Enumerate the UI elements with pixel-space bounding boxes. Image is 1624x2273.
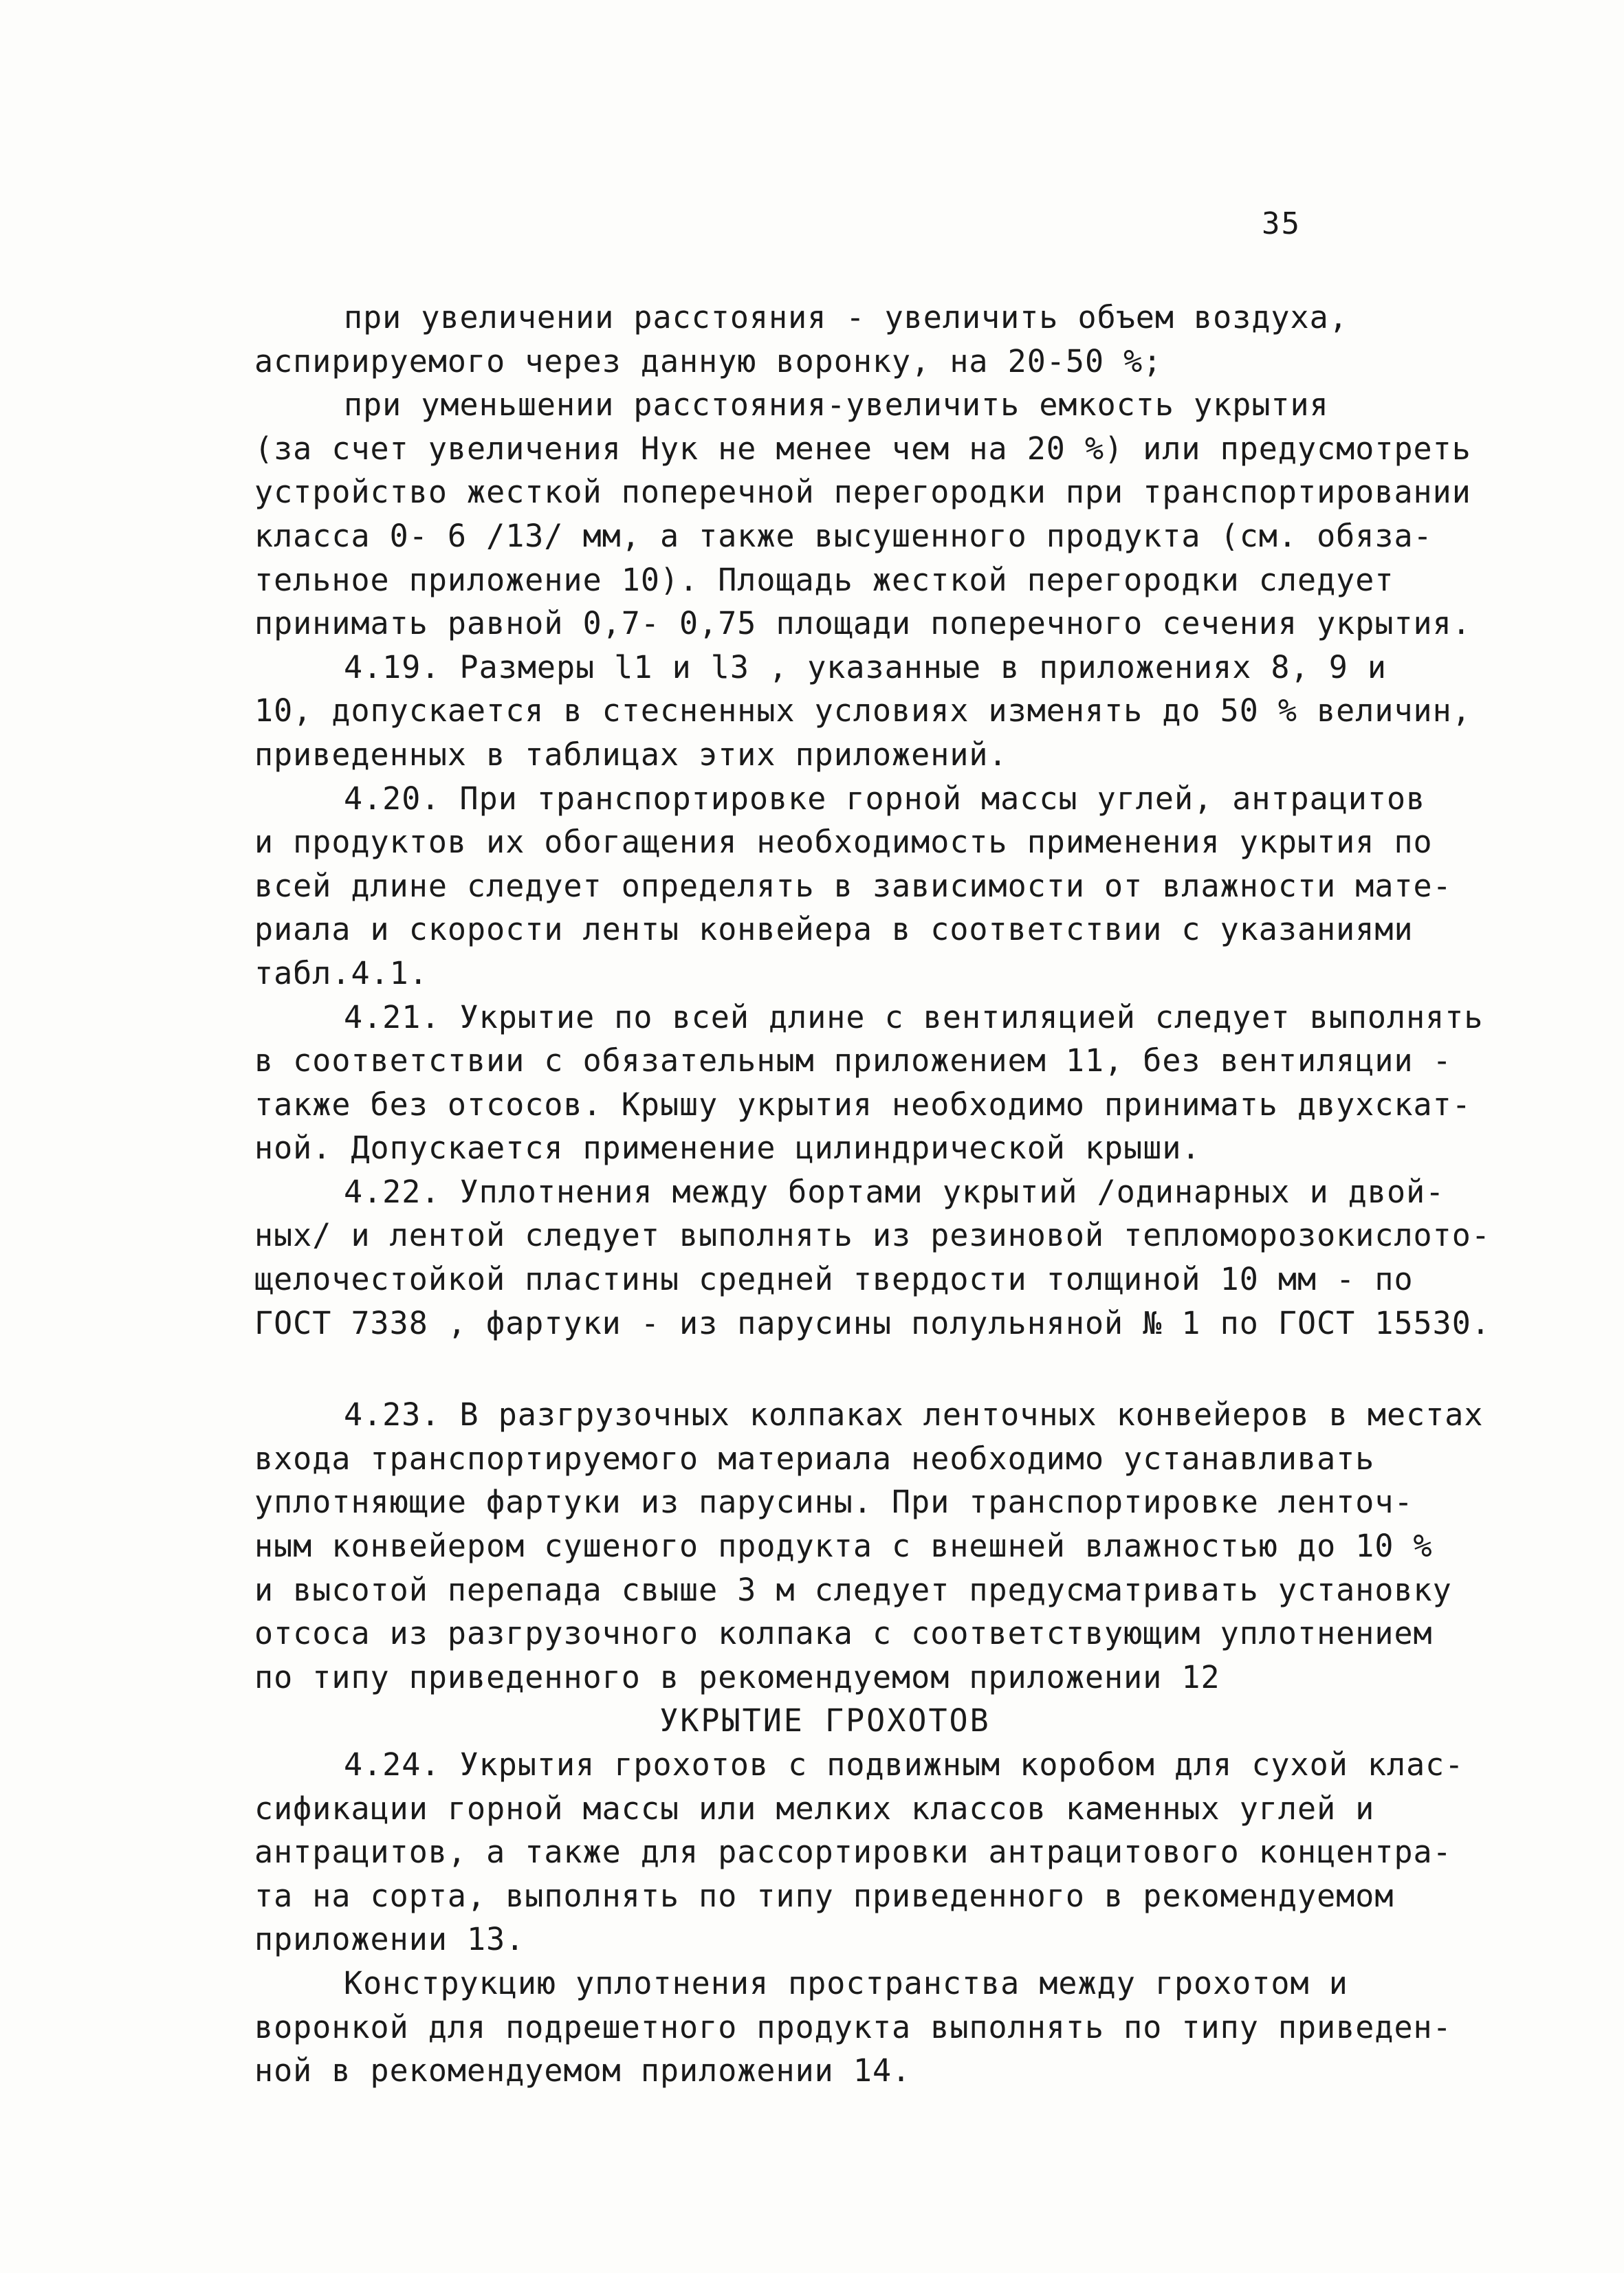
- text-block-after-heading: [254, 1743, 1464, 2093]
- text-line: 4.22. Уплотнения между бортами укрытий /одинарных и двой-: [344, 1173, 1445, 1210]
- text-line: аспирируемого через данную воронку, на 20-50 %;: [254, 342, 1163, 380]
- text-line: при уменьшении расстояния-увеличить емкость укрытия: [344, 386, 1329, 424]
- page-number: 35: [1262, 206, 1301, 241]
- text-line: устройство жесткой поперечной перегородки при транспортировании: [254, 474, 1471, 511]
- text-line: 4.24. Укрытия грохотов с подвижным коробом для сухой клас-: [344, 1746, 1464, 1783]
- text-block-after-gap: [254, 1393, 1484, 1699]
- text-line: при увеличении расстояния - увеличить объем воздуха,: [344, 299, 1348, 336]
- text-line: также без отсосов. Крышу укрытия необходимо принимать двухскат-: [254, 1086, 1471, 1123]
- text-line: щелочестойкой пластины средней твердости толщиной 10 мм - по: [254, 1261, 1414, 1298]
- text-line: риала и скорости ленты конвейера в соответствии с указаниями: [254, 911, 1414, 948]
- text-line: Конструкцию уплотнения пространства между грохотом и: [344, 1964, 1348, 2001]
- text-line: воронкой для подрешетного продукта выполнять по типу приведен-: [254, 2008, 1452, 2045]
- text-line: ной в рекомендуемом приложении 14.: [254, 2052, 912, 2089]
- text-line: сификации горной массы или мелких классов каменных углей и: [254, 1790, 1375, 1827]
- text-line: входа транспортируемого материала необходимо устанавливать: [254, 1440, 1375, 1477]
- text-line: ных/ и лентой следует выполнять из резиновой тепломорозокислото-: [254, 1217, 1491, 1254]
- text-line: (за счет увеличения Hук не менее чем на 20 %) или предусмотреть: [254, 430, 1471, 467]
- text-line: приведенных в таблицах этих приложений.: [254, 736, 1008, 773]
- text-line: в соответствии с обязательным приложением 11, без вентиляции -: [254, 1042, 1452, 1079]
- text-line: принимать равной 0,7- 0,75 площади поперечного сечения укрытия.: [254, 605, 1471, 642]
- text-line: антрацитов, а также для рассортировки антрацитового концентра-: [254, 1834, 1452, 1871]
- section-heading: УКРЫТИЕ ГРОХОТОВ: [659, 1702, 991, 1739]
- paragraph-gap: [254, 1345, 1396, 1393]
- text-line: отсоса из разгрузочного колпака с соответствующим уплотнением: [254, 1615, 1433, 1652]
- text-line: 4.23. В разгрузочных колпаках ленточных конвейеров в местах: [344, 1396, 1484, 1434]
- text-line: тельное приложение 10). Площадь жесткой перегородки следует: [254, 561, 1394, 598]
- text-line: ной. Допускается применение цилиндрической крыши.: [254, 1130, 1201, 1167]
- text-block-before-gap: [254, 296, 1491, 1345]
- text-line: 4.19. Размеры l1 и l3 , указанные в приложениях 8, 9 и: [344, 648, 1387, 685]
- text-line: и высотой перепада свыше 3 м следует предусматривать установку: [254, 1571, 1452, 1608]
- text-line: 4.21. Укрытие по всей длине с вентиляцией следует выполнять: [344, 998, 1484, 1035]
- text-line: по типу приведенного в рекомендуемом приложении 12: [254, 1658, 1220, 1695]
- text-line: ГОСТ 7338 , фартуки - из парусины полульняной № 1 по ГОСТ 15530.: [254, 1304, 1491, 1341]
- text-line: приложении 13.: [254, 1921, 525, 1958]
- text-line: 10, допускается в стесненных условиях изменять до 50 % величин,: [254, 692, 1471, 729]
- text-line: та на сорта, выполнять по типу приведенного в рекомендуемом: [254, 1877, 1394, 1914]
- text-line: ным конвейером сушеного продукта с внешней влажностью до 10 %: [254, 1528, 1433, 1565]
- text-line: всей длине следует определять в зависимости от влажности мате-: [254, 867, 1452, 904]
- text-line: уплотняющие фартуки из парусины. При транспортировке ленточ-: [254, 1484, 1414, 1521]
- text-line: табл.4.1.: [254, 954, 428, 991]
- text-line: класса 0- 6 /13/ мм, а также высушенного продукта (см. обяза-: [254, 517, 1433, 554]
- text-line: и продуктов их обогащения необходимость применения укрытия по: [254, 824, 1433, 861]
- document-body: [254, 296, 1491, 2093]
- text-line: 4.20. При транспортировке горной массы углей, антрацитов: [344, 780, 1426, 817]
